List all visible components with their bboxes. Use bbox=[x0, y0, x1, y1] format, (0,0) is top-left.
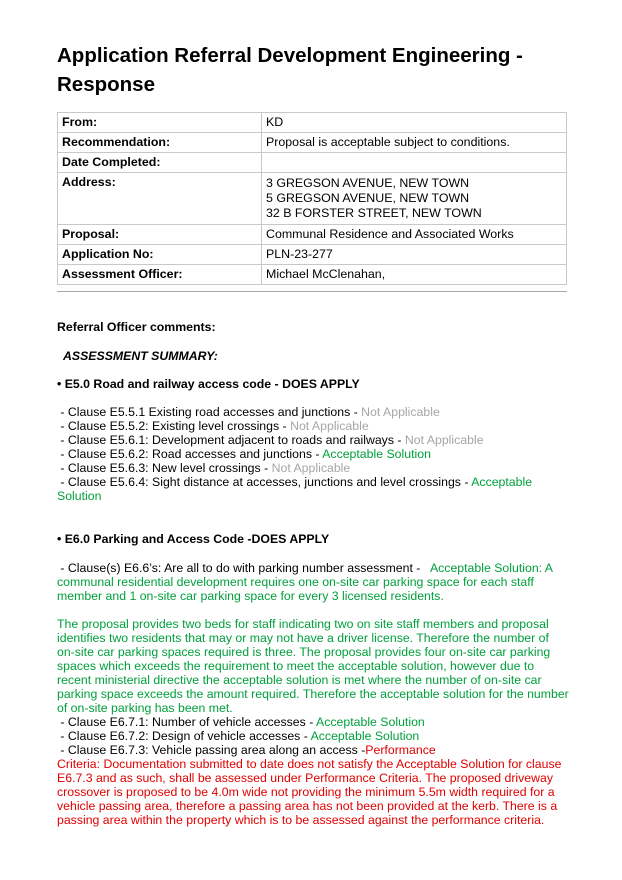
list-item: - Clause E5.5.1 Existing road accesses and junctions - Not Applicable bbox=[57, 405, 440, 419]
table-row bbox=[58, 153, 567, 173]
list-item: - Clause E5.6.3: New level crossings - Not Applicable bbox=[57, 461, 351, 475]
e6-parking-paragraph: The proposal provides two beds for staff indicating two on site staff members and proposal identifies two residents that may or may not have a driver license. Therefore the number of on-site car parking spaces required is three. The proposal provides four on-site car parking spaces which exceeds the requirement to meet the acceptable solution, however due to recent ministerial directive the acceptable solution is met where the number of on-site car parking space exceeds the amount required. Therefore the acceptable solution for the number of on-site parking has been met. bbox=[57, 617, 569, 715]
address-line: 32 B FORSTER STREET, NEW TOWN bbox=[266, 206, 482, 220]
address-label: Address: bbox=[58, 173, 262, 225]
table-row bbox=[58, 133, 567, 153]
section-divider bbox=[57, 291, 567, 292]
list-item: - Clause E5.5.2: Existing level crossings - Not Applicable bbox=[57, 419, 369, 433]
application-no-label: Application No: bbox=[58, 245, 262, 265]
address-value bbox=[262, 173, 567, 225]
e6-heading: • E6.0 Parking and Access Code -DOES APPLY bbox=[57, 532, 330, 546]
referral-heading: Referral Officer comments: bbox=[57, 320, 216, 334]
table-row bbox=[58, 173, 567, 225]
assessment-officer-label: Assessment Officer: bbox=[58, 265, 262, 285]
e6-clause-lead: - Clause(s) E6.6’s: Are all to do with parking number assessment - Acceptable Solution: A communal residential development requires one on-site car parking space for each staff member and 1 on-site car parking space for every 3 licensed residents. bbox=[57, 561, 553, 603]
e6-clause-list bbox=[57, 715, 569, 827]
list-item: - Clause E5.6.1: Development adjacent to roads and railways - Not Applicable bbox=[57, 433, 484, 447]
recommendation-value: Proposal is acceptable subject to conditions. bbox=[262, 133, 567, 153]
from-value: KD bbox=[262, 113, 567, 133]
list-item: - Clause E5.6.4: Sight distance at accesses, junctions and level crossings - Acceptable Solution bbox=[57, 475, 533, 503]
proposal-value: Communal Residence and Associated Works bbox=[262, 225, 567, 245]
date-completed-label: Date Completed: bbox=[58, 153, 262, 173]
table-row bbox=[58, 265, 567, 285]
e5-heading: • E5.0 Road and railway access code - DOES APPLY bbox=[57, 377, 360, 391]
address-line: 5 GREGSON AVENUE, NEW TOWN bbox=[266, 191, 470, 205]
address-line: 3 GREGSON AVENUE, NEW TOWN bbox=[266, 176, 470, 190]
application-no-value: PLN-23-277 bbox=[262, 245, 567, 265]
list-item: - Clause E6.7.2: Design of vehicle accesses - Acceptable Solution bbox=[57, 729, 420, 743]
list-item: - Clause E5.6.2: Road accesses and junctions - Acceptable Solution bbox=[57, 447, 431, 461]
from-label: From: bbox=[58, 113, 262, 133]
table-row bbox=[58, 113, 567, 133]
table-row bbox=[58, 225, 567, 245]
e5-clause-list bbox=[57, 405, 569, 503]
assessment-officer-value: Michael McClenahan, bbox=[262, 265, 567, 285]
table-row bbox=[58, 245, 567, 265]
page-title: Application Referral Development Engineering - Response bbox=[57, 44, 523, 96]
assessment-summary-heading: ASSESSMENT SUMMARY: bbox=[63, 349, 218, 363]
performance-criteria-text: Criteria: Documentation submitted to date does not satisfy the Acceptable Solution for clause E6.7.3 and as such, shall be assessed under Performance Criteria. The proposed driveway crossover is proposed to be 4.0m wide not providing the minimum 5.5m width required for a vehicle passing area, therefore a passing area has not been provided at the kerb. There is a passing area within the property which is to be assessed against the performance criteria. bbox=[57, 757, 562, 827]
list-item: - Clause E6.7.1: Number of vehicle accesses - Acceptable Solution bbox=[57, 715, 425, 729]
list-item: - Clause E6.7.3: Vehicle passing area along an access -Performance bbox=[57, 743, 436, 757]
referral-details-table bbox=[57, 112, 567, 285]
recommendation-label: Recommendation: bbox=[58, 133, 262, 153]
date-completed-value bbox=[262, 153, 567, 173]
proposal-label: Proposal: bbox=[58, 225, 262, 245]
